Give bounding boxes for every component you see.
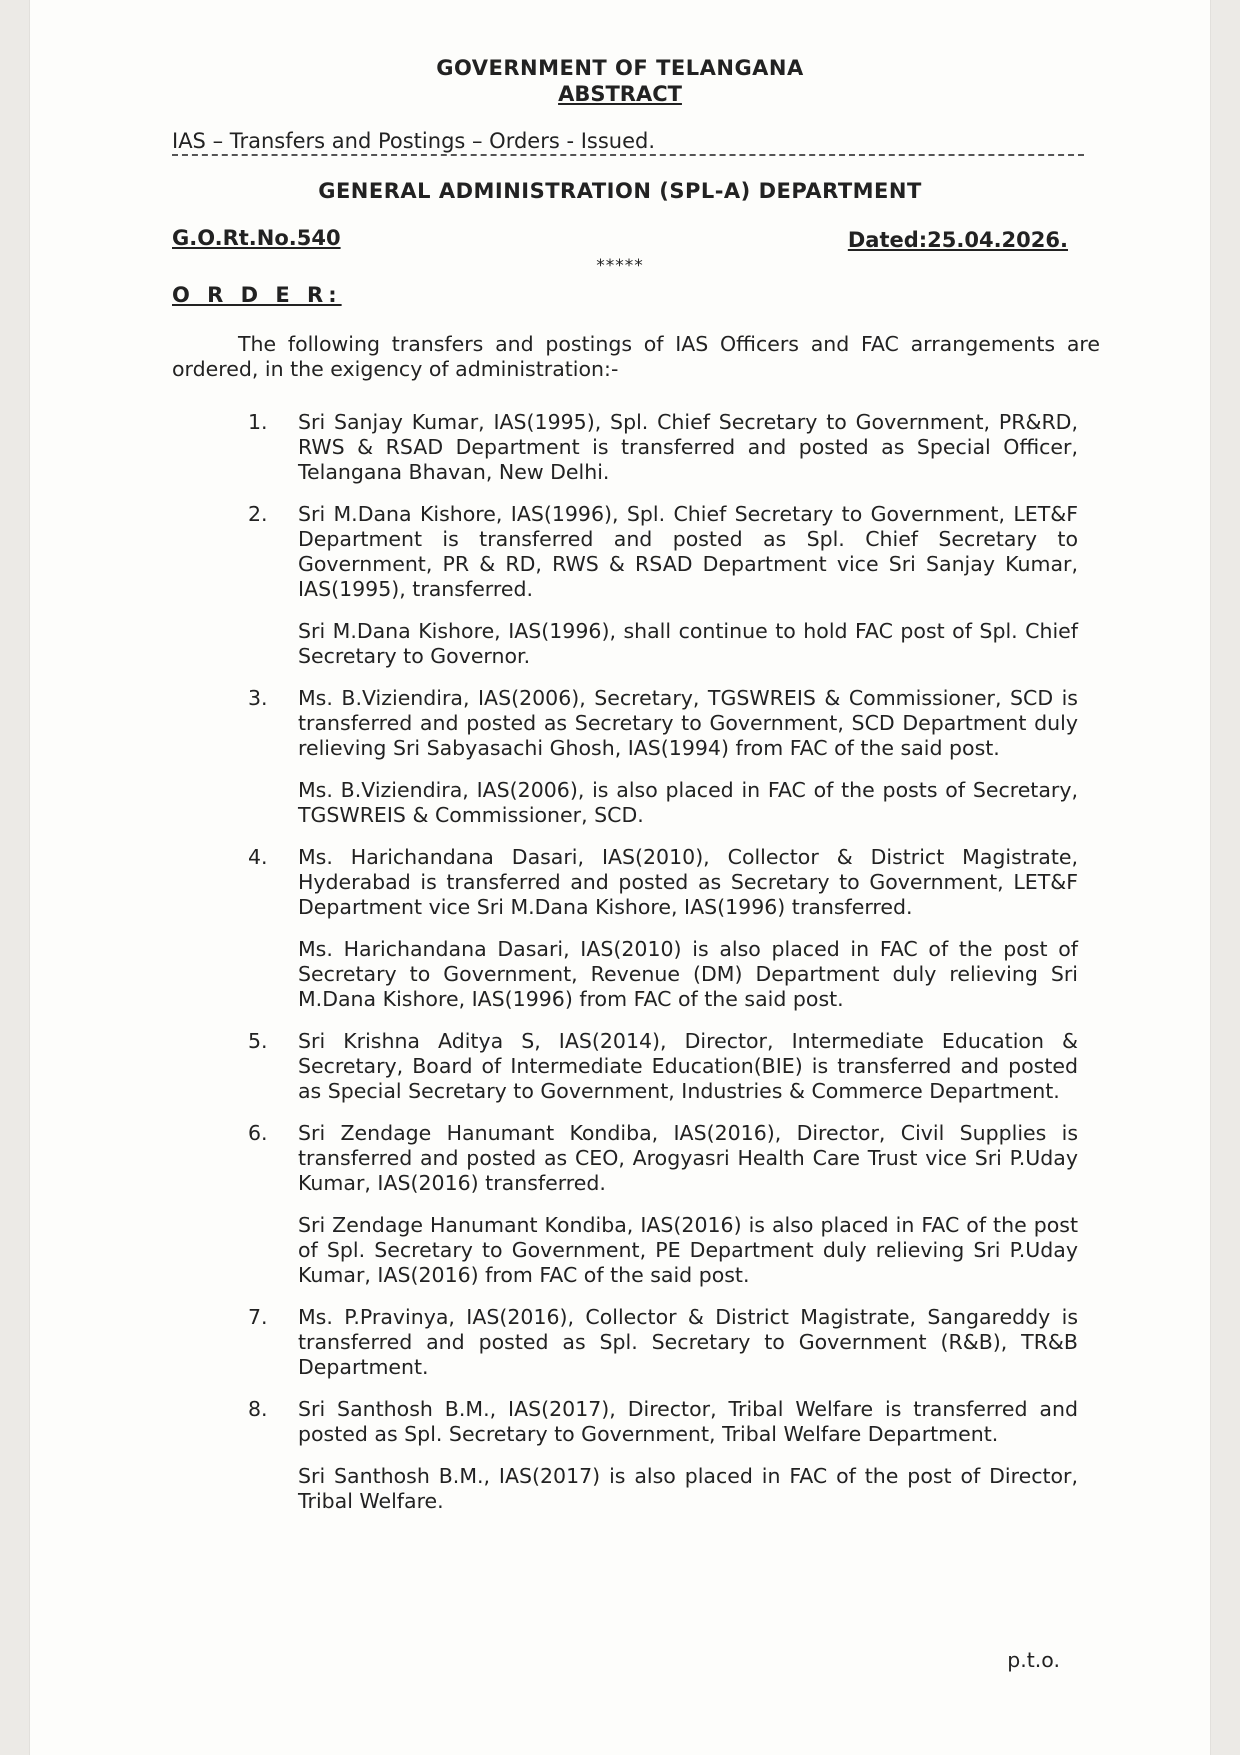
subject-line: IAS – Transfers and Postings – Orders - Issued. [172,129,656,153]
order-item-body [298,410,1078,485]
order-item-number: 1. [248,410,268,434]
order-item-paragraph: Sri M.Dana Kishore, IAS(1996), shall continue to hold FAC post of Spl. Chief Secretary to Governor. [298,619,1078,668]
order-item [248,1121,1078,1288]
order-item-paragraph: Ms. B.Viziendira, IAS(2006), is also placed in FAC of the posts of Secretary, TGSWREIS & Commissioner, SCD. [298,778,1078,827]
order-item-number: 5. [248,1029,268,1053]
department-heading: GENERAL ADMINISTRATION (SPL-A) DEPARTMENT [318,179,922,203]
order-label: O R D E R: [172,283,342,307]
order-item-body [298,1029,1078,1104]
order-item-paragraph: Sri Krishna Aditya S, IAS(2014), Director, Intermediate Education & Secretary, Board of Intermediate Education(BIE) is transferred and posted as Special Secretary to Government, Industries & Commerce Department. [298,1029,1078,1103]
order-item-body [298,845,1078,1012]
order-item-paragraph: Sri M.Dana Kishore, IAS(1996), Spl. Chief Secretary to Government, LET&F Department is transferred and posted as Spl. Chief Secretary to Government, PR & RD, RWS & RSAD Department vice Sri Sanjay Kumar, IAS(1995), transferred. [298,502,1078,601]
order-item [248,845,1078,1012]
order-item [248,1397,1078,1514]
order-item-number: 4. [248,845,268,869]
order-item-paragraph: Sri Santhosh B.M., IAS(2017), Director, Tribal Welfare is transferred and posted as Spl. Secretary to Government, Tribal Welfare Department. [298,1397,1078,1446]
order-item [248,1029,1078,1104]
order-item-body [298,686,1078,828]
order-item-body [298,1305,1078,1380]
order-item-paragraph: Sri Zendage Hanumant Kondiba, IAS(2016) is also placed in FAC of the post of Spl. Secretary to Government, PE Department duly relieving Sri P.Uday Kumar, IAS(2016) from FAC of the said post. [298,1213,1078,1287]
order-item-number: 7. [248,1305,268,1329]
pto-note: p.t.o. [1007,1648,1060,1672]
document-page [30,0,1210,1755]
order-item-paragraph: Ms. Harichandana Dasari, IAS(2010), Collector & District Magistrate, Hyderabad is transferred and posted as Secretary to Government, LET&F Department vice Sri M.Dana Kishore, IAS(1996) transferred. [298,845,1078,919]
order-item-paragraph: Sri Santhosh B.M., IAS(2017) is also placed in FAC of the post of Director, Tribal Welfare. [298,1464,1078,1513]
order-item-body [298,1397,1078,1514]
order-item-number: 6. [248,1121,268,1145]
order-item [248,502,1078,669]
order-item-paragraph: Ms. Harichandana Dasari, IAS(2010) is also placed in FAC of the post of Secretary to Government, Revenue (DM) Department duly relieving Sri M.Dana Kishore, IAS(1996) from FAC of the said post. [298,937,1078,1011]
intro-paragraph: The following transfers and postings of IAS Officers and FAC arrangements are ordered, in the exigency of administration:- [172,332,1100,381]
order-item [248,686,1078,828]
stars-separator: ***** [596,256,644,276]
order-item [248,410,1078,485]
order-date: Dated:25.04.2026. [847,228,1068,252]
order-item [248,1305,1078,1380]
order-item-number: 2. [248,502,268,526]
order-item-paragraph: Ms. B.Viziendira, IAS(2006), Secretary, TGSWREIS & Commissioner, SCD is transferred and posted as Secretary to Government, SCD Department duly relieving Sri Sabyasachi Ghosh, IAS(1994) from FAC of the said post. [298,686,1078,760]
government-heading: GOVERNMENT OF TELANGANA [436,56,804,80]
abstract-heading: ABSTRACT [558,82,682,106]
order-item-body [298,502,1078,669]
order-item-number: 8. [248,1397,268,1421]
order-item-paragraph: Sri Sanjay Kumar, IAS(1995), Spl. Chief Secretary to Government, PR&RD, RWS & RSAD Department is transferred and posted as Special Officer, Telangana Bhavan, New Delhi. [298,410,1078,484]
order-item-number: 3. [248,686,268,710]
dashed-divider [172,154,1084,156]
order-item-paragraph: Ms. P.Pravinya, IAS(2016), Collector & District Magistrate, Sangareddy is transferred and posted as Spl. Secretary to Government (R&B), TR&B Department. [298,1305,1078,1379]
order-item-body [298,1121,1078,1288]
order-item-paragraph: Sri Zendage Hanumant Kondiba, IAS(2016), Director, Civil Supplies is transferred and posted as CEO, Arogyasri Health Care Trust vice Sri P.Uday Kumar, IAS(2016) transferred. [298,1121,1078,1195]
go-number: G.O.Rt.No.540 [172,226,341,250]
order-items-list [248,410,1078,1531]
